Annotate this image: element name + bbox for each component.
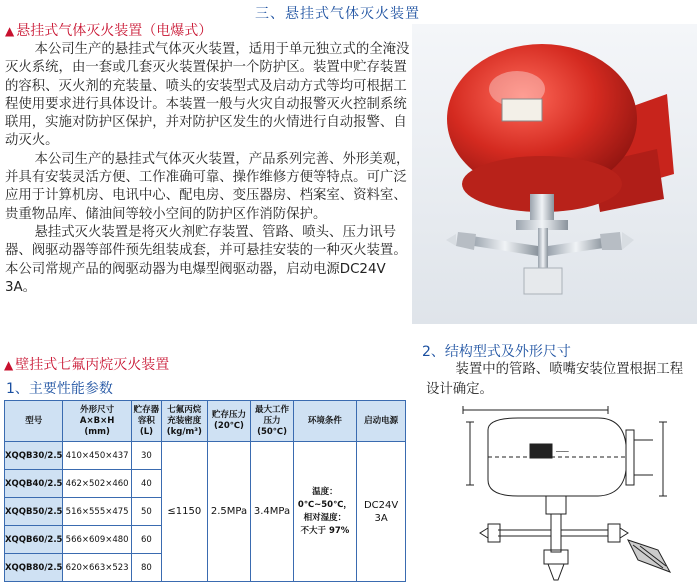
cell-model: XQQB40/2.5 — [5, 470, 63, 498]
explosive-paragraph-2: 本公司生产的悬挂式气体灭火装置，产品系列完善、外形美观，并具有安装灵活方便、工作准确可靠、操作维修方便等特点。可广泛应用于计算机房、电讯中心、配电房、变压器房、档案室、资料室、贵重物品库、储油间等较小空间的防护区作消防保护。 — [5, 151, 410, 222]
cell-max-pressure: 3.4MPa — [251, 442, 293, 582]
explosive-section — [5, 23, 410, 297]
cell-power: DC24V 3A — [357, 442, 406, 582]
header-density: 七氟丙烷 充装密度 (kg/m³) — [162, 401, 207, 442]
spec-table — [4, 400, 406, 582]
header-size: 外形尺寸 A×B×H (mm) — [63, 401, 131, 442]
cell-volume: 80 — [131, 554, 161, 582]
header-model: 型号 — [5, 401, 63, 442]
cell-environment: 温度： 0℃~50℃， 相对湿度： 不大于 97% — [293, 442, 357, 582]
explosive-heading-text: 悬挂式气体灭火装置（电爆式） — [16, 23, 213, 39]
cell-model: XQQB50/2.5 — [5, 498, 63, 526]
product-photo — [412, 24, 697, 324]
svg-text:───: ─── — [556, 448, 569, 456]
cell-model: XQQB60/2.5 — [5, 526, 63, 554]
cell-volume: 60 — [131, 526, 161, 554]
suspended-extinguisher-image — [412, 24, 697, 324]
structure-heading: 2、结构型式及外形尺寸 — [422, 344, 571, 360]
cell-model: XQQB80/2.5 — [5, 554, 63, 582]
triangle-bullet-icon: ▲ — [4, 358, 14, 372]
wall-heading — [4, 354, 169, 374]
cell-size: 566×609×480 — [63, 526, 131, 554]
dimension-drawing-svg — [458, 400, 698, 583]
header-storage-pressure: 贮存压力 (20℃) — [207, 401, 251, 442]
page-title: 三、悬挂式气体灭火装置 — [255, 6, 420, 22]
cell-density: ≤1150 — [162, 442, 207, 582]
explosive-heading — [5, 20, 410, 40]
cell-volume: 50 — [131, 498, 161, 526]
structure-text: 装置中的管路、喷嘴安装位置根据工程设计确定。 — [426, 362, 684, 397]
table-header-row — [5, 401, 406, 442]
cell-volume: 40 — [131, 470, 161, 498]
triangle-bullet-icon: ▲ — [5, 24, 15, 38]
wall-heading-text: 壁挂式七氟丙烷灭火装置 — [15, 357, 170, 373]
cell-model: XQQB30/2.5 — [5, 442, 63, 470]
cell-size: 516×555×475 — [63, 498, 131, 526]
cell-storage-pressure: 2.5MPa — [207, 442, 251, 582]
header-volume: 贮存器 容积 (L) — [131, 401, 161, 442]
explosive-paragraph-3: 悬挂式灭火装置是将灭火剂贮存装置、管路、喷头、压力讯号器、阀驱动器等部件预先组装成套，并可悬挂安装的一种灭火装置。本公司常规产品的阀驱动器为电爆型阀驱动器，启动电源DC24V 3A。 — [5, 224, 407, 295]
cell-size: 410×450×437 — [63, 442, 131, 470]
cell-size: 620×663×523 — [63, 554, 131, 582]
cell-size: 462×502×460 — [63, 470, 131, 498]
table-row — [5, 442, 406, 470]
explosive-paragraph-1: 本公司生产的悬挂式气体灭火装置，适用于单元独立式的全淹没灭火系统，由一套或几套灭火装置保护一个防护区。装置中贮存装置的容积、灭火剂的充装量、喷头的安装型式及启动方式等均可根据工程使用要求进行具体设计。本装置一般与火灾自动报警灭火控制系统联用，实施对防护区保护，并对防护区发生的火情进行自动报警、自动灭火。 — [5, 42, 410, 149]
performance-heading: 1、主要性能参数 — [6, 381, 113, 397]
header-max-pressure: 最大工作 压力 (50℃) — [251, 401, 293, 442]
cell-volume: 30 — [131, 442, 161, 470]
header-power: 启动电源 — [357, 401, 406, 442]
header-environment: 环境条件 — [293, 401, 357, 442]
dimension-drawing — [458, 400, 698, 583]
